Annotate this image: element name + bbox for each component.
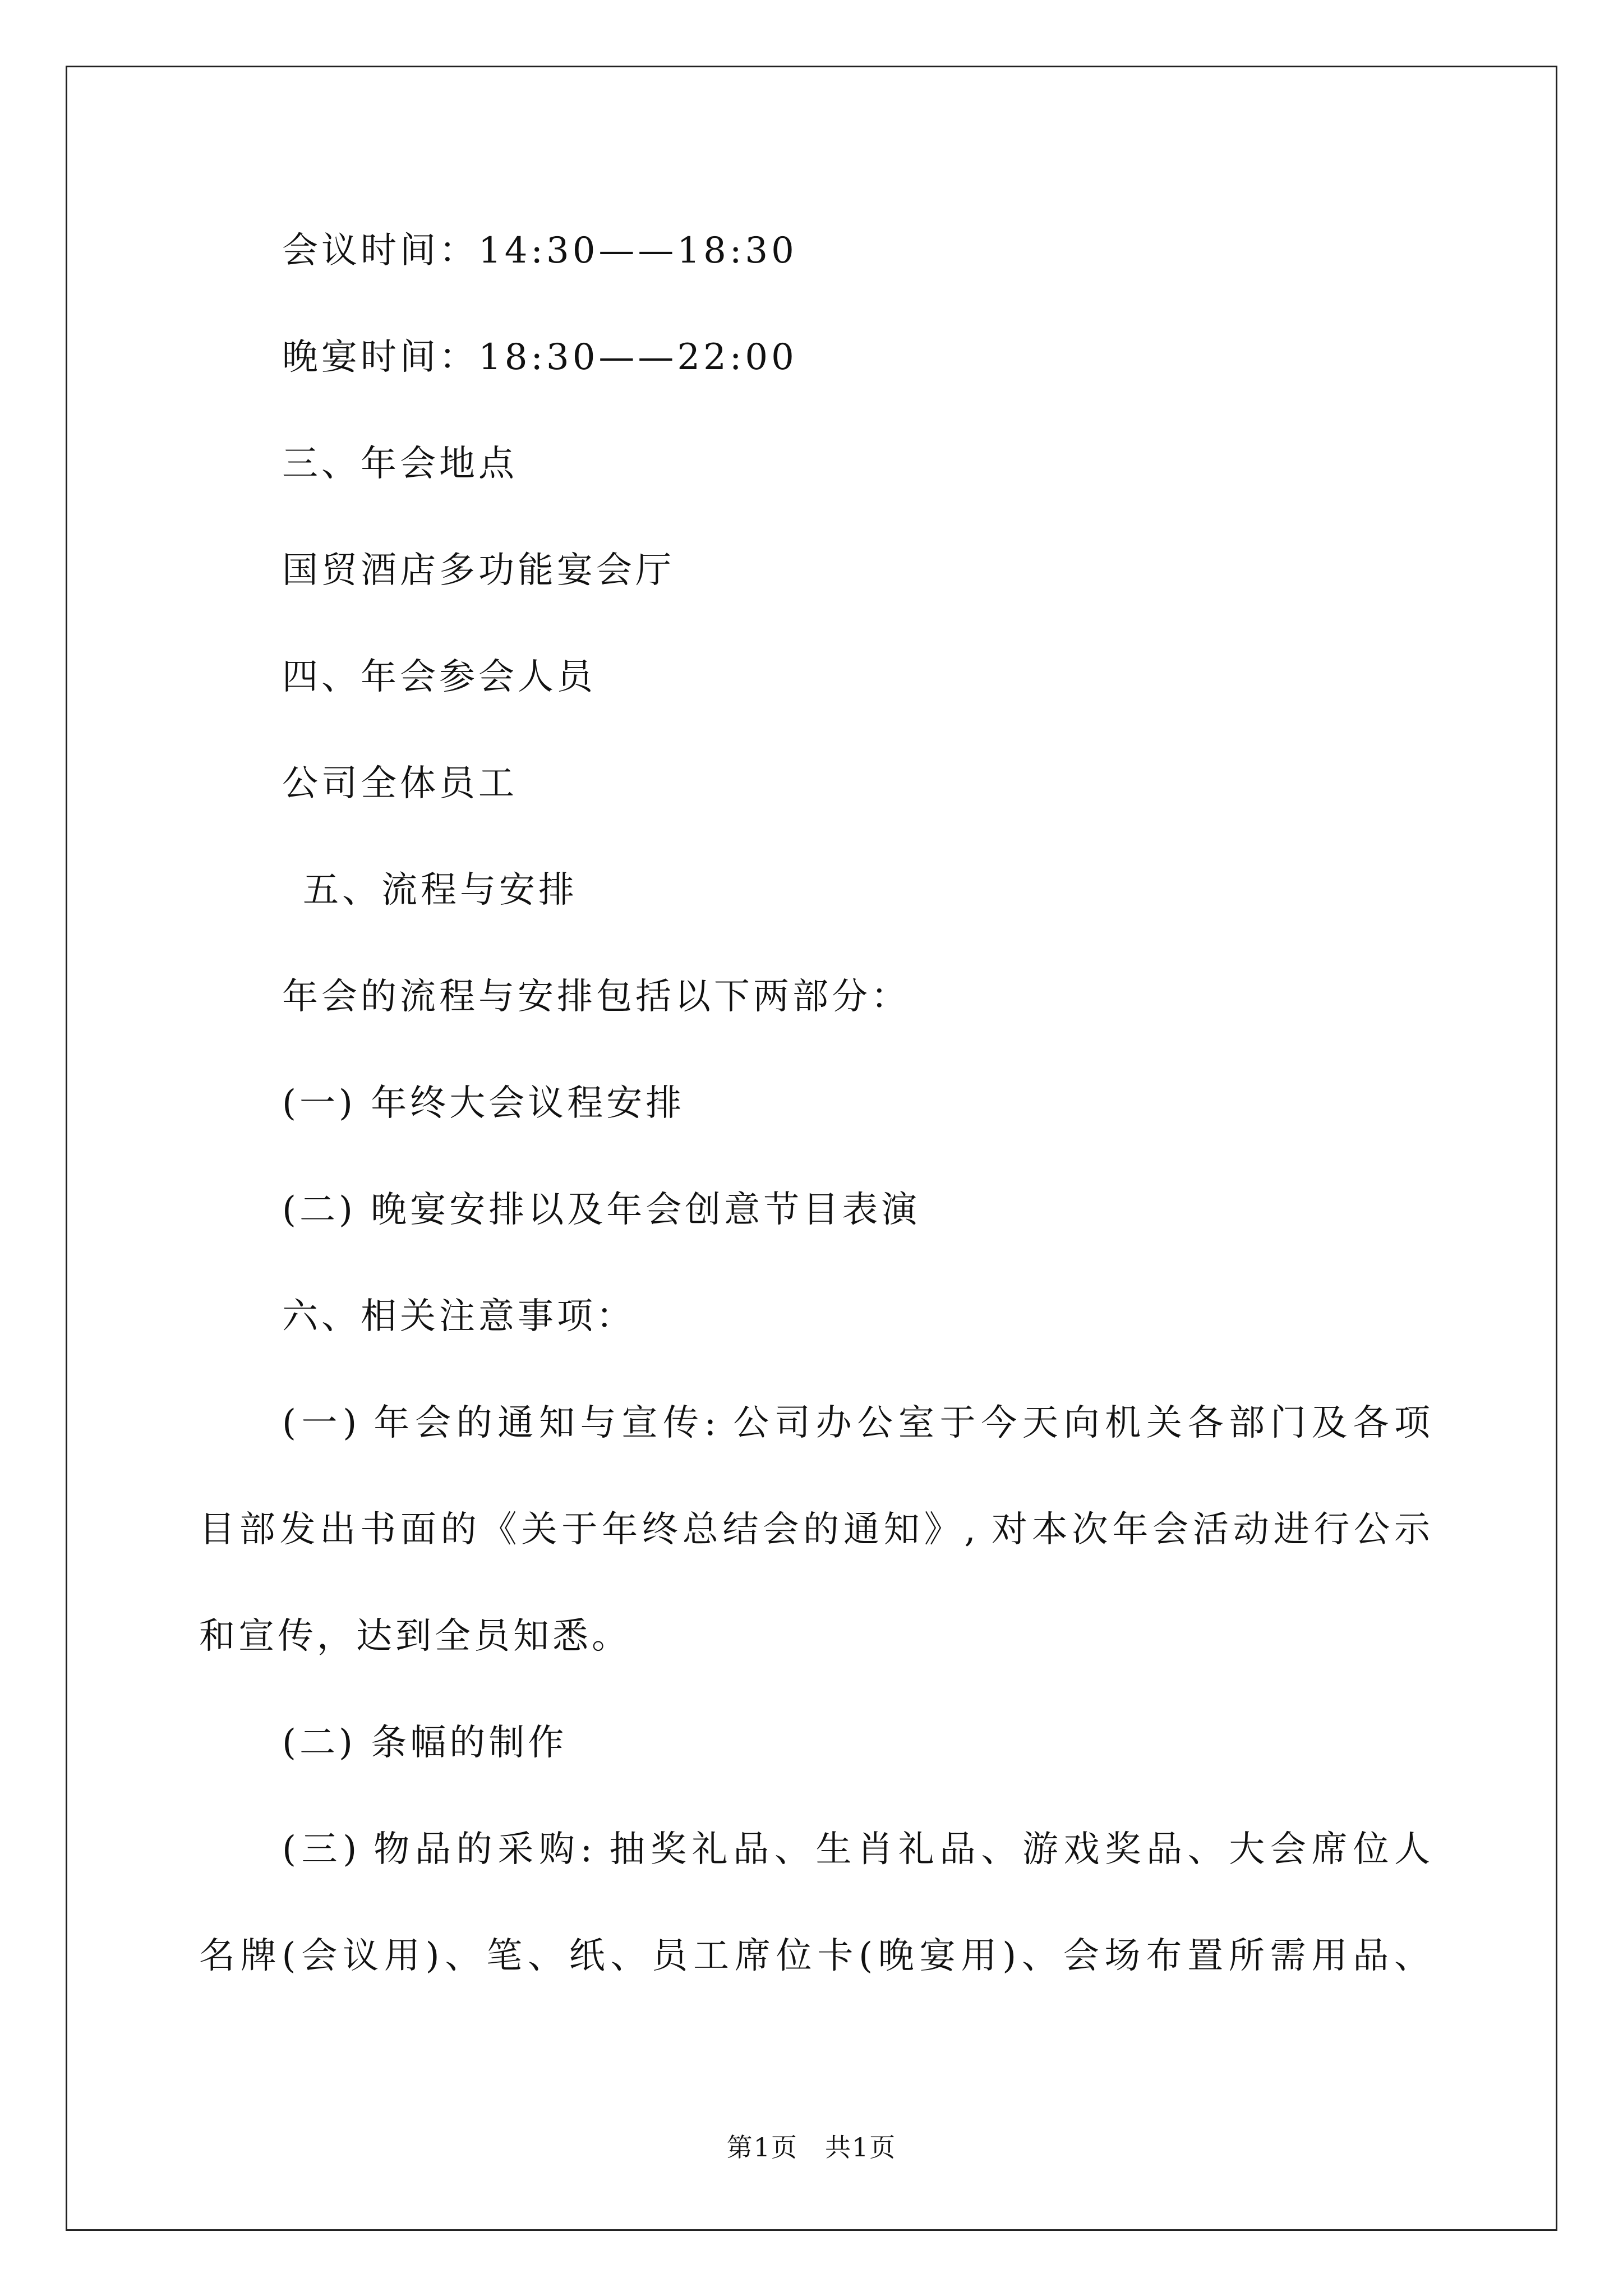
notes-item-banner: (二) 条幅的制作 (282, 1722, 568, 1764)
venue-line: 国贸酒店多功能宴会厅 (282, 550, 675, 591)
attendees-line: 公司全体员工 (282, 763, 518, 804)
section-heading-venue: 三、年会地点 (282, 443, 518, 485)
section-heading-process: 五、流程与安排 (303, 869, 578, 911)
process-item-2: (二) 晚宴安排以及年会创意节目表演 (282, 1189, 921, 1231)
section-heading-attendees: 四、年会参会人员 (282, 656, 596, 698)
banquet-time-line: 晚宴时间：18:30——22:00 (282, 337, 797, 378)
process-intro-line: 年会的流程与安排包括以下两部分： (282, 976, 910, 1018)
notes-paragraph-1-line-2: 目部发出书面的《关于年终总结会的通知》, 对本次年会活动进行公示 (199, 1509, 1430, 1550)
notes-paragraph-1-line-3: 和宣传，达到全员知悉。 (199, 1616, 631, 1657)
notes-paragraph-3-line-2: 名牌(会议用)、笔、纸、员工席位卡(晚宴用)、会场布置所需用品、 (199, 1935, 1430, 1977)
page-border (66, 66, 1557, 2231)
meeting-time-line: 会议时间：14:30——18:30 (282, 230, 797, 272)
section-heading-notes: 六、相关注意事项： (282, 1296, 635, 1337)
notes-paragraph-1-line-1: (一) 年会的通知与宣传: 公司办公室于今天向机关各部门及各项 (282, 1402, 1430, 1444)
page-footer: 第1页 共1页 (726, 2132, 897, 2162)
notes-paragraph-3-line-1: (三) 物品的采购: 抽奖礼品、生肖礼品、游戏奖品、大会席位人 (282, 1829, 1430, 1870)
process-item-1: (一) 年终大会议程安排 (282, 1083, 685, 1124)
